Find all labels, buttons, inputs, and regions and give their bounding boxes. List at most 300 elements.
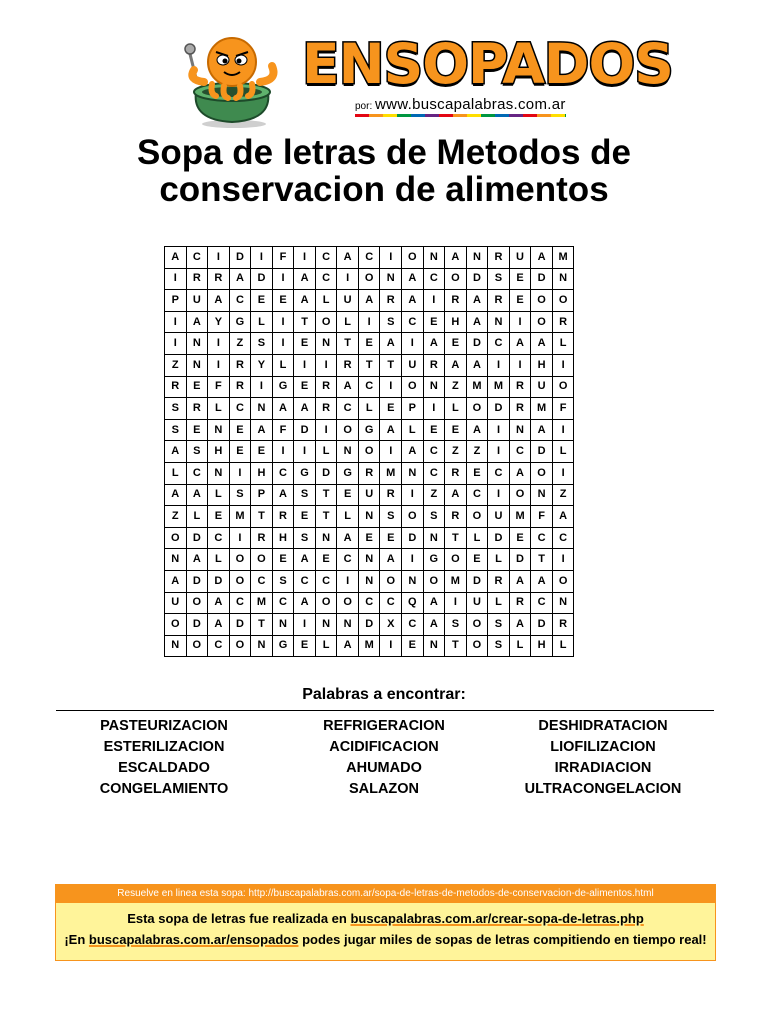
grid-cell[interactable]: G xyxy=(358,419,380,441)
grid-cell[interactable]: Z xyxy=(165,354,187,376)
grid-cell[interactable]: E xyxy=(358,527,380,549)
grid-cell[interactable]: N xyxy=(552,592,574,614)
grid-cell[interactable]: U xyxy=(509,247,531,269)
grid-cell[interactable]: D xyxy=(315,462,337,484)
grid-cell[interactable]: O xyxy=(186,635,208,657)
grid-cell[interactable]: C xyxy=(509,441,531,463)
grid-cell[interactable]: H xyxy=(445,311,467,333)
grid-cell[interactable]: E xyxy=(229,441,251,463)
grid-cell[interactable]: A xyxy=(466,419,488,441)
grid-cell[interactable]: R xyxy=(358,462,380,484)
grid-cell[interactable]: I xyxy=(229,462,251,484)
grid-cell[interactable]: N xyxy=(509,419,531,441)
grid-cell[interactable]: N xyxy=(251,635,273,657)
grid-cell[interactable]: S xyxy=(380,311,402,333)
grid-cell[interactable]: U xyxy=(466,592,488,614)
grid-cell[interactable]: C xyxy=(358,376,380,398)
grid-cell[interactable]: U xyxy=(488,506,510,528)
grid-cell[interactable]: A xyxy=(531,247,553,269)
grid-cell[interactable]: N xyxy=(315,527,337,549)
grid-cell[interactable]: A xyxy=(380,549,402,571)
grid-cell[interactable]: R xyxy=(445,462,467,484)
grid-cell[interactable]: T xyxy=(315,484,337,506)
grid-cell[interactable]: L xyxy=(208,484,230,506)
grid-cell[interactable]: A xyxy=(423,614,445,636)
grid-cell[interactable]: R xyxy=(488,290,510,312)
grid-cell[interactable]: T xyxy=(380,354,402,376)
grid-cell[interactable]: O xyxy=(552,376,574,398)
grid-cell[interactable]: S xyxy=(229,484,251,506)
grid-cell[interactable]: D xyxy=(251,268,273,290)
grid-cell[interactable]: E xyxy=(402,635,424,657)
grid-cell[interactable]: O xyxy=(466,398,488,420)
grid-cell[interactable]: N xyxy=(337,441,359,463)
grid-cell[interactable]: A xyxy=(165,570,187,592)
grid-cell[interactable]: I xyxy=(165,333,187,355)
grid-cell[interactable]: C xyxy=(229,398,251,420)
grid-cell[interactable]: T xyxy=(251,506,273,528)
grid-cell[interactable]: Z xyxy=(445,441,467,463)
grid-cell[interactable]: I xyxy=(488,419,510,441)
grid-cell[interactable]: I xyxy=(552,549,574,571)
grid-cell[interactable]: L xyxy=(488,592,510,614)
grid-cell[interactable]: E xyxy=(186,419,208,441)
grid-cell[interactable]: S xyxy=(380,506,402,528)
grid-cell[interactable]: A xyxy=(466,354,488,376)
grid-cell[interactable]: M xyxy=(466,376,488,398)
grid-cell[interactable]: D xyxy=(531,268,553,290)
grid-cell[interactable]: L xyxy=(208,398,230,420)
grid-cell[interactable]: S xyxy=(445,614,467,636)
grid-cell[interactable]: R xyxy=(251,527,273,549)
grid-cell[interactable]: I xyxy=(552,354,574,376)
grid-cell[interactable]: R xyxy=(423,354,445,376)
grid-cell[interactable]: O xyxy=(229,570,251,592)
grid-cell[interactable]: H xyxy=(208,441,230,463)
grid-cell[interactable]: N xyxy=(358,506,380,528)
grid-cell[interactable]: A xyxy=(445,484,467,506)
grid-cell[interactable]: R xyxy=(229,354,251,376)
grid-cell[interactable]: D xyxy=(488,398,510,420)
grid-cell[interactable]: O xyxy=(402,376,424,398)
grid-cell[interactable]: T xyxy=(358,354,380,376)
grid-cell[interactable]: Z xyxy=(229,333,251,355)
grid-cell[interactable]: A xyxy=(358,290,380,312)
grid-cell[interactable]: F xyxy=(272,247,294,269)
grid-cell[interactable]: C xyxy=(251,570,273,592)
grid-cell[interactable]: A xyxy=(423,592,445,614)
grid-cell[interactable]: S xyxy=(272,570,294,592)
grid-cell[interactable]: S xyxy=(423,506,445,528)
grid-cell[interactable]: A xyxy=(531,419,553,441)
grid-cell[interactable]: G xyxy=(229,311,251,333)
grid-cell[interactable]: M xyxy=(445,570,467,592)
grid-cell[interactable]: H xyxy=(251,462,273,484)
grid-cell[interactable]: A xyxy=(186,549,208,571)
grid-cell[interactable]: A xyxy=(165,484,187,506)
grid-cell[interactable]: O xyxy=(466,614,488,636)
grid-cell[interactable]: P xyxy=(251,484,273,506)
grid-cell[interactable]: I xyxy=(423,398,445,420)
grid-cell[interactable]: D xyxy=(531,441,553,463)
grid-cell[interactable]: Y xyxy=(208,311,230,333)
grid-cell[interactable]: E xyxy=(229,419,251,441)
grid-cell[interactable]: E xyxy=(315,549,337,571)
grid-cell[interactable]: I xyxy=(488,441,510,463)
grid-cell[interactable]: M xyxy=(358,635,380,657)
grid-cell[interactable]: T xyxy=(445,635,467,657)
grid-cell[interactable]: I xyxy=(272,311,294,333)
grid-cell[interactable]: G xyxy=(272,635,294,657)
grid-cell[interactable]: L xyxy=(488,549,510,571)
grid-cell[interactable]: A xyxy=(509,333,531,355)
grid-cell[interactable]: R xyxy=(380,484,402,506)
grid-cell[interactable]: I xyxy=(358,311,380,333)
grid-cell[interactable]: E xyxy=(445,333,467,355)
grid-cell[interactable]: C xyxy=(488,462,510,484)
grid-cell[interactable]: O xyxy=(466,635,488,657)
grid-cell[interactable]: A xyxy=(380,333,402,355)
grid-cell[interactable]: N xyxy=(402,570,424,592)
grid-cell[interactable]: C xyxy=(423,462,445,484)
grid-cell[interactable]: O xyxy=(445,268,467,290)
grid-cell[interactable]: C xyxy=(272,462,294,484)
grid-cell[interactable]: N xyxy=(423,527,445,549)
grid-cell[interactable]: I xyxy=(165,268,187,290)
grid-cell[interactable]: L xyxy=(337,506,359,528)
grid-cell[interactable]: O xyxy=(380,570,402,592)
grid-cell[interactable]: E xyxy=(509,290,531,312)
grid-cell[interactable]: A xyxy=(208,290,230,312)
grid-cell[interactable]: N xyxy=(423,376,445,398)
grid-cell[interactable]: U xyxy=(531,376,553,398)
grid-cell[interactable]: R xyxy=(186,268,208,290)
grid-cell[interactable]: E xyxy=(509,527,531,549)
grid-cell[interactable]: C xyxy=(186,462,208,484)
grid-cell[interactable]: S xyxy=(251,333,273,355)
grid-cell[interactable]: O xyxy=(229,635,251,657)
grid-cell[interactable]: L xyxy=(315,441,337,463)
grid-cell[interactable]: N xyxy=(186,333,208,355)
grid-cell[interactable]: R xyxy=(165,376,187,398)
grid-cell[interactable]: G xyxy=(272,376,294,398)
grid-cell[interactable]: R xyxy=(509,376,531,398)
grid-cell[interactable]: I xyxy=(402,549,424,571)
grid-cell[interactable]: I xyxy=(229,527,251,549)
grid-cell[interactable]: O xyxy=(165,614,187,636)
grid-cell[interactable]: H xyxy=(531,635,553,657)
grid-cell[interactable]: N xyxy=(315,614,337,636)
grid-cell[interactable]: I xyxy=(380,635,402,657)
grid-cell[interactable]: E xyxy=(466,549,488,571)
grid-cell[interactable]: D xyxy=(466,268,488,290)
grid-cell[interactable]: C xyxy=(208,635,230,657)
grid-cell[interactable]: N xyxy=(251,398,273,420)
grid-cell[interactable]: C xyxy=(337,549,359,571)
grid-cell[interactable]: A xyxy=(445,247,467,269)
grid-cell[interactable]: H xyxy=(272,527,294,549)
grid-cell[interactable]: C xyxy=(531,592,553,614)
grid-cell[interactable]: A xyxy=(466,290,488,312)
grid-cell[interactable]: E xyxy=(423,311,445,333)
grid-cell[interactable]: U xyxy=(165,592,187,614)
grid-cell[interactable]: I xyxy=(315,354,337,376)
grid-cell[interactable]: I xyxy=(294,247,316,269)
grid-cell[interactable]: L xyxy=(402,419,424,441)
grid-cell[interactable]: D xyxy=(186,614,208,636)
grid-cell[interactable]: E xyxy=(294,635,316,657)
grid-cell[interactable]: D xyxy=(466,570,488,592)
grid-cell[interactable]: I xyxy=(380,376,402,398)
grid-cell[interactable]: I xyxy=(509,354,531,376)
grid-cell[interactable]: S xyxy=(294,527,316,549)
grid-cell[interactable]: O xyxy=(402,247,424,269)
grid-cell[interactable]: I xyxy=(294,614,316,636)
grid-cell[interactable]: T xyxy=(445,527,467,549)
grid-cell[interactable]: A xyxy=(294,290,316,312)
grid-cell[interactable]: L xyxy=(552,635,574,657)
grid-cell[interactable]: E xyxy=(358,333,380,355)
grid-cell[interactable]: A xyxy=(294,592,316,614)
grid-cell[interactable]: A xyxy=(165,247,187,269)
grid-cell[interactable]: L xyxy=(315,635,337,657)
grid-cell[interactable]: R xyxy=(552,614,574,636)
grid-cell[interactable]: N xyxy=(402,462,424,484)
grid-cell[interactable]: L xyxy=(509,635,531,657)
grid-cell[interactable]: E xyxy=(251,441,273,463)
grid-cell[interactable]: I xyxy=(402,333,424,355)
grid-cell[interactable]: D xyxy=(208,570,230,592)
grid-cell[interactable]: R xyxy=(552,311,574,333)
grid-cell[interactable]: A xyxy=(337,376,359,398)
grid-cell[interactable]: N xyxy=(423,635,445,657)
grid-cell[interactable]: N xyxy=(272,614,294,636)
grid-cell[interactable]: C xyxy=(531,527,553,549)
grid-cell[interactable]: C xyxy=(315,268,337,290)
grid-cell[interactable]: D xyxy=(294,419,316,441)
grid-cell[interactable]: F xyxy=(208,376,230,398)
grid-cell[interactable]: I xyxy=(272,333,294,355)
footer-online-link[interactable]: Resuelve en linea esta sopa: http://buscapalabras.com.ar/sopa-de-letras-de-metodos-de-conservacion-de-alimentos.html xyxy=(56,885,715,903)
grid-cell[interactable]: R xyxy=(229,376,251,398)
grid-cell[interactable]: S xyxy=(294,484,316,506)
grid-cell[interactable]: A xyxy=(337,247,359,269)
grid-cell[interactable]: R xyxy=(488,247,510,269)
grid-cell[interactable]: D xyxy=(488,527,510,549)
grid-cell[interactable]: Z xyxy=(466,441,488,463)
grid-cell[interactable]: A xyxy=(402,441,424,463)
grid-cell[interactable]: R xyxy=(380,290,402,312)
grid-cell[interactable]: N xyxy=(423,247,445,269)
grid-cell[interactable]: O xyxy=(402,506,424,528)
grid-cell[interactable]: I xyxy=(380,441,402,463)
grid-cell[interactable]: A xyxy=(531,570,553,592)
grid-cell[interactable]: Z xyxy=(423,484,445,506)
grid-cell[interactable]: N xyxy=(315,333,337,355)
grid-cell[interactable]: I xyxy=(251,376,273,398)
grid-cell[interactable]: C xyxy=(208,527,230,549)
grid-cell[interactable]: E xyxy=(380,398,402,420)
grid-cell[interactable]: E xyxy=(423,419,445,441)
grid-cell[interactable]: A xyxy=(531,333,553,355)
grid-cell[interactable]: G xyxy=(294,462,316,484)
grid-cell[interactable]: A xyxy=(380,419,402,441)
grid-cell[interactable]: T xyxy=(294,311,316,333)
grid-cell[interactable]: E xyxy=(509,268,531,290)
grid-cell[interactable]: O xyxy=(531,462,553,484)
grid-cell[interactable]: C xyxy=(358,592,380,614)
grid-cell[interactable]: Z xyxy=(165,506,187,528)
grid-cell[interactable]: O xyxy=(337,592,359,614)
grid-cell[interactable]: P xyxy=(165,290,187,312)
grid-cell[interactable]: I xyxy=(208,247,230,269)
grid-cell[interactable]: L xyxy=(552,333,574,355)
ensopados-link[interactable]: buscapalabras.com.ar/ensopados xyxy=(88,932,299,947)
grid-cell[interactable]: D xyxy=(358,614,380,636)
grid-cell[interactable]: P xyxy=(402,398,424,420)
grid-cell[interactable]: U xyxy=(186,290,208,312)
grid-cell[interactable]: L xyxy=(165,462,187,484)
grid-cell[interactable]: A xyxy=(229,268,251,290)
grid-cell[interactable]: A xyxy=(509,614,531,636)
grid-cell[interactable]: A xyxy=(294,398,316,420)
grid-cell[interactable]: N xyxy=(488,311,510,333)
grid-cell[interactable]: U xyxy=(402,354,424,376)
grid-cell[interactable]: T xyxy=(337,333,359,355)
grid-cell[interactable]: O xyxy=(358,441,380,463)
grid-cell[interactable]: O xyxy=(445,549,467,571)
grid-cell[interactable]: D xyxy=(509,549,531,571)
grid-cell[interactable]: C xyxy=(423,268,445,290)
grid-cell[interactable]: M xyxy=(509,506,531,528)
grid-cell[interactable]: E xyxy=(380,527,402,549)
grid-cell[interactable]: E xyxy=(208,506,230,528)
grid-cell[interactable]: S xyxy=(488,614,510,636)
grid-cell[interactable]: I xyxy=(315,419,337,441)
grid-cell[interactable]: Q xyxy=(402,592,424,614)
grid-cell[interactable]: A xyxy=(466,311,488,333)
grid-cell[interactable]: U xyxy=(358,484,380,506)
grid-cell[interactable]: E xyxy=(251,290,273,312)
grid-cell[interactable]: M xyxy=(552,247,574,269)
grid-cell[interactable]: G xyxy=(337,462,359,484)
grid-cell[interactable]: X xyxy=(380,614,402,636)
grid-cell[interactable]: D xyxy=(229,614,251,636)
grid-cell[interactable]: O xyxy=(315,592,337,614)
grid-cell[interactable]: A xyxy=(337,635,359,657)
grid-cell[interactable]: O xyxy=(423,570,445,592)
grid-cell[interactable]: R xyxy=(315,398,337,420)
grid-cell[interactable]: R xyxy=(272,506,294,528)
grid-cell[interactable]: L xyxy=(552,441,574,463)
grid-cell[interactable]: O xyxy=(552,290,574,312)
grid-cell[interactable]: H xyxy=(531,354,553,376)
grid-cell[interactable]: N xyxy=(165,635,187,657)
grid-cell[interactable]: N xyxy=(358,570,380,592)
grid-cell[interactable]: I xyxy=(509,311,531,333)
grid-cell[interactable]: A xyxy=(186,484,208,506)
grid-cell[interactable]: I xyxy=(488,354,510,376)
grid-cell[interactable]: O xyxy=(531,311,553,333)
grid-cell[interactable]: O xyxy=(186,592,208,614)
grid-cell[interactable]: U xyxy=(337,290,359,312)
grid-cell[interactable]: R xyxy=(445,290,467,312)
grid-cell[interactable]: S xyxy=(165,398,187,420)
grid-cell[interactable]: C xyxy=(358,247,380,269)
grid-cell[interactable]: F xyxy=(531,506,553,528)
grid-cell[interactable]: D xyxy=(229,247,251,269)
grid-cell[interactable]: D xyxy=(402,527,424,549)
grid-cell[interactable]: N xyxy=(531,484,553,506)
grid-cell[interactable]: T xyxy=(315,506,337,528)
grid-cell[interactable]: A xyxy=(272,398,294,420)
grid-cell[interactable]: A xyxy=(272,484,294,506)
grid-cell[interactable]: L xyxy=(337,311,359,333)
grid-cell[interactable]: C xyxy=(423,441,445,463)
grid-cell[interactable]: D xyxy=(466,333,488,355)
grid-cell[interactable]: O xyxy=(337,419,359,441)
grid-cell[interactable]: I xyxy=(552,462,574,484)
grid-cell[interactable]: A xyxy=(251,419,273,441)
grid-cell[interactable]: S xyxy=(488,635,510,657)
grid-cell[interactable]: C xyxy=(380,592,402,614)
grid-cell[interactable]: N xyxy=(186,354,208,376)
grid-cell[interactable]: A xyxy=(552,506,574,528)
grid-cell[interactable]: R xyxy=(509,592,531,614)
grid-cell[interactable]: G xyxy=(423,549,445,571)
grid-cell[interactable]: I xyxy=(488,484,510,506)
grid-cell[interactable]: E xyxy=(272,290,294,312)
grid-cell[interactable]: N xyxy=(552,268,574,290)
grid-cell[interactable]: M xyxy=(531,398,553,420)
grid-cell[interactable]: O xyxy=(358,268,380,290)
grid-cell[interactable]: E xyxy=(294,333,316,355)
grid-cell[interactable]: L xyxy=(251,311,273,333)
grid-cell[interactable]: S xyxy=(186,441,208,463)
grid-cell[interactable]: R xyxy=(315,376,337,398)
grid-cell[interactable]: A xyxy=(509,570,531,592)
grid-cell[interactable]: O xyxy=(466,506,488,528)
grid-cell[interactable]: M xyxy=(488,376,510,398)
grid-cell[interactable]: I xyxy=(272,441,294,463)
grid-cell[interactable]: C xyxy=(272,592,294,614)
grid-cell[interactable]: C xyxy=(186,247,208,269)
grid-cell[interactable]: C xyxy=(315,570,337,592)
grid-cell[interactable]: C xyxy=(552,527,574,549)
grid-cell[interactable]: A xyxy=(423,333,445,355)
grid-cell[interactable]: I xyxy=(208,354,230,376)
grid-cell[interactable]: L xyxy=(315,290,337,312)
grid-cell[interactable]: N xyxy=(358,549,380,571)
grid-cell[interactable]: R xyxy=(445,506,467,528)
grid-cell[interactable]: I xyxy=(380,247,402,269)
grid-cell[interactable]: I xyxy=(423,290,445,312)
grid-cell[interactable]: A xyxy=(208,592,230,614)
grid-cell[interactable]: I xyxy=(272,268,294,290)
grid-cell[interactable]: I xyxy=(337,570,359,592)
grid-cell[interactable]: O xyxy=(315,311,337,333)
grid-cell[interactable]: D xyxy=(531,614,553,636)
grid-cell[interactable]: E xyxy=(445,419,467,441)
grid-cell[interactable]: R xyxy=(337,354,359,376)
grid-cell[interactable]: L xyxy=(358,398,380,420)
grid-cell[interactable]: E xyxy=(337,484,359,506)
grid-cell[interactable]: R xyxy=(186,398,208,420)
grid-cell[interactable]: T xyxy=(251,614,273,636)
grid-cell[interactable]: A xyxy=(165,441,187,463)
grid-cell[interactable]: D xyxy=(186,527,208,549)
grid-cell[interactable]: N xyxy=(466,247,488,269)
